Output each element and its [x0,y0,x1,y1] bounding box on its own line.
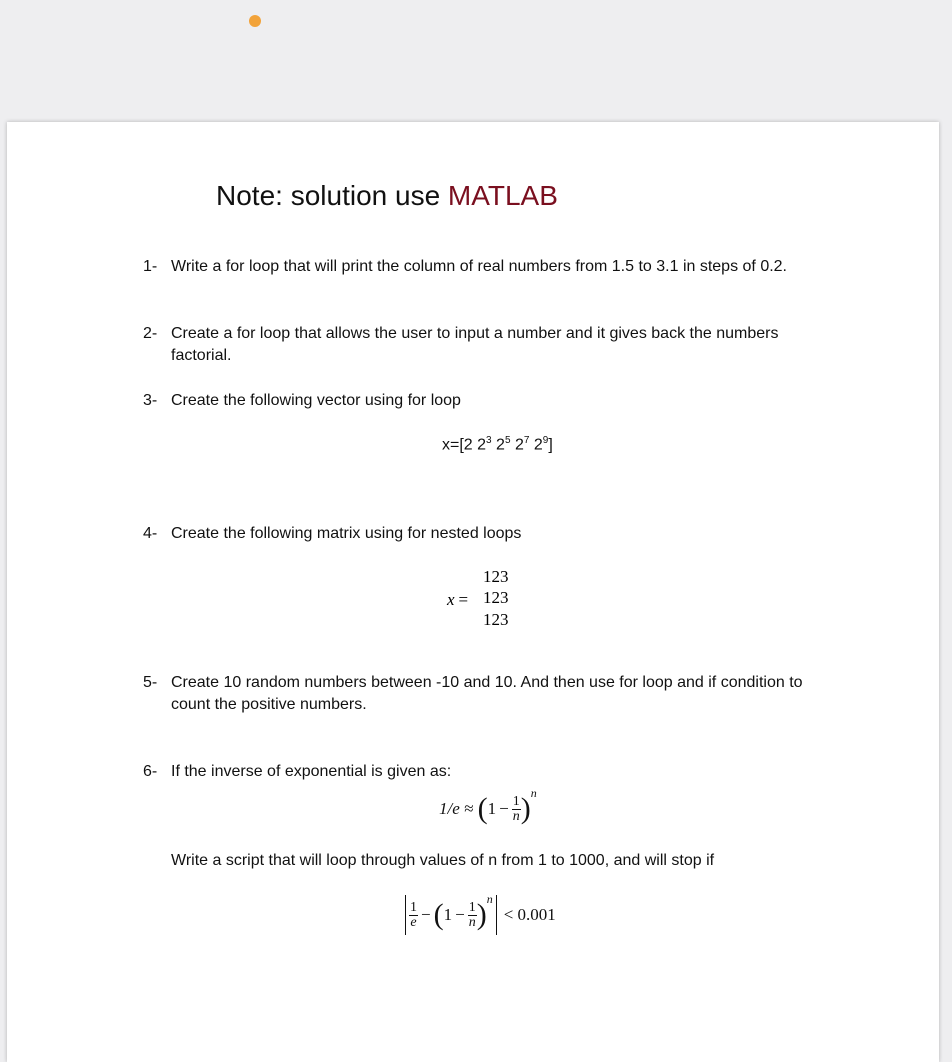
status-dot [249,15,261,27]
matrix-cell: 1 [483,566,492,586]
matrix-cell: 3 [500,566,509,586]
formula-lhs: 1/e ≈ [439,799,474,819]
matrix-cell: 2 [491,609,500,629]
abs-bar-left [405,895,406,935]
inverse-exponential-formula: 1/e ≈ (1 − $\frac{1}{n}$ )$^n$ [439,786,537,826]
question-number: 2- [143,325,158,342]
title-prefix: Note: solution use [216,180,448,211]
matrix-lhs: x = [447,590,469,609]
question-text: Create the following matrix using for nested loops [171,525,522,542]
question-2 [143,323,833,367]
question-text: Write a script that will loop through values of n from 1 to 1000, and will stop if [171,852,715,869]
question-number: 6- [143,763,158,780]
fraction: $\frac{1}{e}$ [410,899,417,930]
matrix-cell: 2 [491,588,500,608]
question-text: Create the following vector using for loop [171,392,461,409]
question-number: 1- [143,258,158,275]
close-paren: ) [520,792,531,826]
question-text: Create a for loop that allows the user to input a number and it gives back the numbers factorial. [171,325,779,364]
formula-rhs: < 0.001 [503,905,556,925]
question-text: If the inverse of exponential is given as: [171,763,452,780]
matrix-cell: 1 [483,588,492,608]
question-6-followup [143,850,843,872]
page-title [216,180,558,212]
matrix-row [483,588,509,610]
close-paren: ) [476,898,487,932]
matrix-row [483,609,509,631]
document-page [7,122,939,1062]
fraction: $\frac{1}{n}$ [468,899,476,930]
question-1 [143,256,833,278]
matrix-grid [483,566,509,631]
exponent: n [486,892,493,906]
question-5 [143,672,833,716]
question-number: 5- [143,674,158,691]
open-paren: ( [433,898,444,932]
question-text: Create 10 random numbers between -10 and 10. And then use for loop and if condition to count the positive numbers. [171,674,803,713]
title-accent: MATLAB [447,180,558,211]
matrix-cell: 2 [491,566,500,586]
exponent: n [530,786,537,800]
stopping-condition-formula: $\frac{1}{e}$ − (1 − $\frac{1}{n}$ )$^n$< 0.001 [402,892,556,935]
open-paren: ( [477,792,488,826]
question-number: 4- [143,525,158,542]
question-6 [143,761,833,783]
fraction: $\frac{1}{n}$ [512,793,520,824]
question-3 [143,390,833,412]
abs-bar-right [496,895,497,935]
question-text: Write a for loop that will print the column of real numbers from 1.5 to 3.1 in steps of 0.2. [171,258,787,275]
question-number: 3- [143,392,158,409]
matrix-cell: 1 [483,609,492,629]
matrix-cell: 3 [500,588,509,608]
matrix-cell: 3 [500,609,509,629]
matrix-row [483,566,509,588]
question-4 [143,523,833,545]
vector-expression: x=[2 $2^3$ $2^5$ $2^7$ $2^9$] [442,435,553,454]
